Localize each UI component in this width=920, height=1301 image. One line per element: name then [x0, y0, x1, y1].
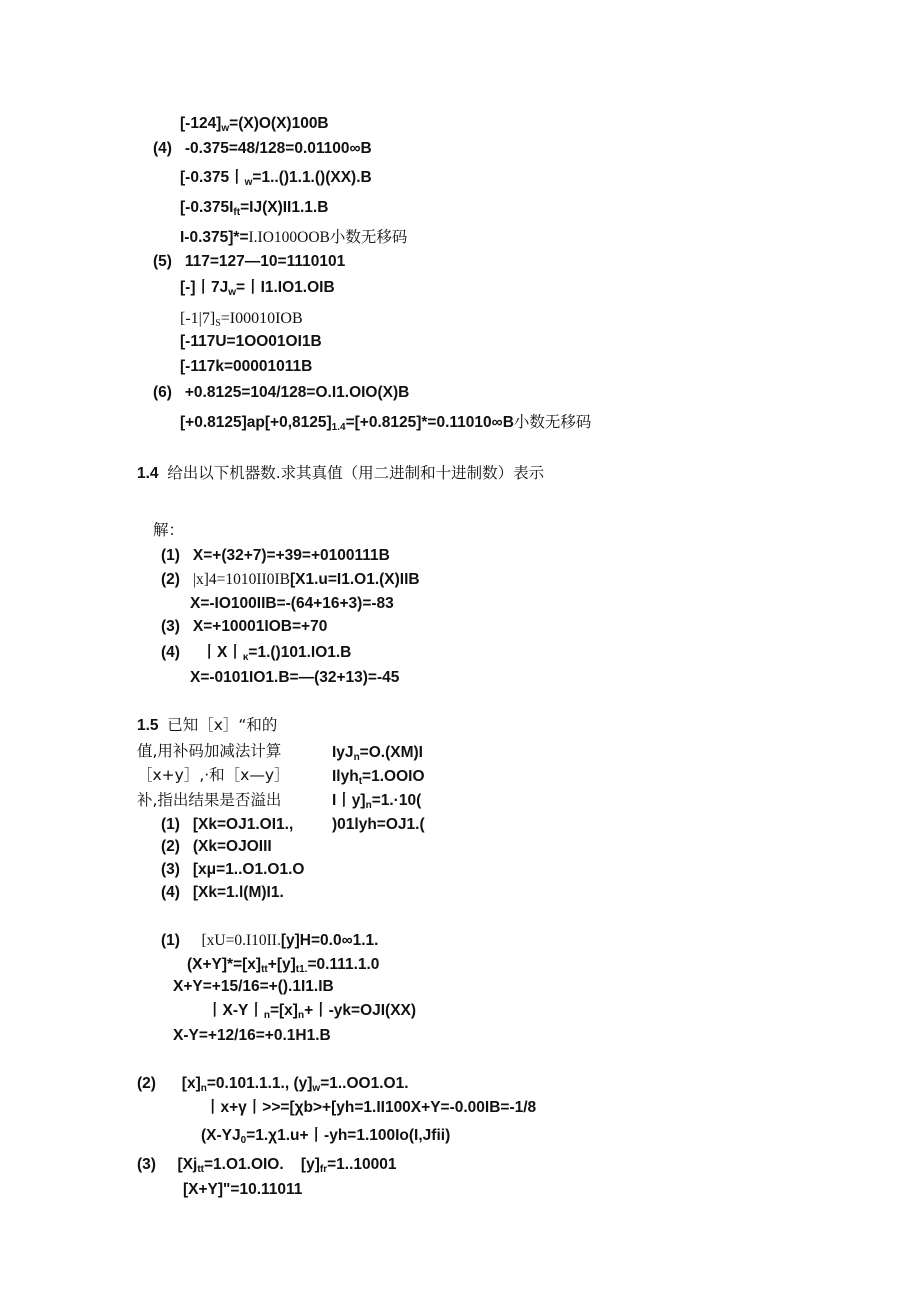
- expr: =0.111.1.0: [307, 956, 380, 973]
- subscript: w: [221, 123, 230, 134]
- subscript: w: [228, 287, 237, 298]
- expr: [X1.u=I1.O1.(X)IIB: [289, 571, 420, 588]
- solution-1c: [173, 977, 334, 997]
- expr: =1.OOIO: [362, 768, 425, 785]
- subscript: n: [297, 1010, 305, 1021]
- given-3: [161, 860, 304, 880]
- intro-line-2: [137, 741, 281, 761]
- expr: [-117k=00001011B: [180, 358, 313, 375]
- section-number: 1.4: [137, 465, 159, 482]
- subscript: ft: [233, 207, 241, 218]
- subscript: w: [244, 177, 253, 188]
- line-117-a: [180, 278, 335, 298]
- line-117-b: [180, 309, 303, 329]
- subscript: S: [215, 318, 221, 329]
- expr: =[x]: [269, 1002, 298, 1019]
- expr: 丨X-Y丨: [207, 1002, 264, 1019]
- expr: [-0.375I: [180, 199, 234, 216]
- solution-2: [137, 1074, 409, 1094]
- expr: [Xk=OJ1.OI1.,: [192, 816, 294, 833]
- expr: X=-0101IO1.B=—(32+13)=-45: [190, 669, 400, 686]
- expr: |x]4=1010II0IB: [192, 571, 290, 588]
- given-4: [161, 883, 284, 903]
- subscript: t1.: [295, 964, 308, 975]
- expr: [-1|7]: [180, 310, 216, 327]
- item-number: (3): [137, 1156, 156, 1173]
- subscript: κ: [242, 652, 249, 663]
- expr: =1..()1.1.()(XX).B: [252, 169, 372, 186]
- section-number: 1.5: [137, 717, 159, 734]
- line-124: [180, 114, 329, 134]
- label: 解：: [153, 521, 185, 539]
- solution-1b: [187, 955, 379, 975]
- expr: (Xk=OJOIII: [192, 838, 272, 855]
- expr: X-Y=+12/16=+0.1H1.B: [173, 1027, 331, 1044]
- subscript: 1.4: [331, 422, 346, 433]
- item-number: (3): [161, 861, 180, 878]
- item-number: (3): [161, 618, 180, 635]
- subscript: n: [353, 752, 360, 763]
- item-number: (2): [161, 838, 180, 855]
- intro-text: 值,用补码加减法计算: [137, 742, 282, 760]
- expr: X+Y=+15/16=+().1I1.IB: [173, 978, 334, 995]
- expr: [X+Y]"=10.11011: [183, 1181, 303, 1198]
- jie-label: [153, 520, 184, 540]
- item-number: (2): [161, 571, 180, 588]
- expr: +0.8125=104/128=O.I1.OIO(X)B: [184, 384, 410, 401]
- section-title: 给出以下机器数.求其真值（用二进制和十进制数）表示: [167, 464, 545, 482]
- expr: [xμ=1..O1.O1.O: [192, 861, 305, 878]
- right-col-2: [332, 767, 425, 787]
- item-number: (4): [161, 644, 180, 661]
- answer-4: [161, 643, 351, 663]
- expr: =1.·10(: [371, 792, 422, 809]
- expr: =1..10001: [327, 1156, 397, 1173]
- subscript: tt: [261, 964, 268, 975]
- expr: =0.101.1.1., (y]: [206, 1075, 313, 1092]
- subscript: t: [358, 776, 363, 787]
- expr: =1.O1.OIO.: [203, 1156, 284, 1173]
- expr: )01lyh=OJ1.(: [332, 816, 425, 833]
- item-number: (1): [161, 932, 180, 949]
- note: 小数无移码: [513, 413, 592, 431]
- item-number: (1): [161, 816, 180, 833]
- expr: [y]H=0.0∞1.1.: [280, 932, 379, 949]
- right-col-3: [332, 791, 421, 811]
- subscript: w: [312, 1083, 321, 1094]
- expr: 丨X丨: [201, 644, 243, 661]
- answer-4b: [190, 668, 399, 688]
- line-117-d: [180, 357, 312, 377]
- expr: [Xk=1.l(M)I1.: [192, 884, 284, 901]
- expr: (X+Y]*=[x]: [187, 956, 262, 973]
- expr: [xU=0.I10II.: [201, 932, 281, 949]
- line-0375-b: [180, 198, 328, 218]
- subscript: n: [200, 1083, 207, 1094]
- answer-1: [161, 546, 390, 566]
- expr: Ilyh: [332, 768, 359, 785]
- answer-2: [161, 570, 420, 590]
- intro-line-3: [137, 765, 290, 785]
- given-1: [161, 815, 293, 835]
- subscript: fr: [319, 1164, 328, 1175]
- answer-3: [161, 617, 327, 637]
- section-1-5-heading: [137, 715, 277, 736]
- intro-text: ［x+y］,·和［x—y］: [137, 766, 290, 784]
- expr: =(X)O(X)100B: [229, 115, 329, 132]
- expr: =1..OO1.O1.: [320, 1075, 409, 1092]
- expr: X=+(32+7)=+39=+0100111B: [192, 547, 390, 564]
- solution-3b: [183, 1180, 302, 1200]
- solution-1e: [173, 1026, 331, 1046]
- subscript: n: [365, 800, 372, 811]
- line-08125: [180, 412, 591, 433]
- item-number: (5): [153, 253, 172, 270]
- item-number: (6): [153, 384, 172, 401]
- answer-2b: [190, 594, 394, 614]
- expr: =IJ(X)II1.1.B: [240, 199, 329, 216]
- expr: X=-IO100IIB=-(64+16+3)=-83: [190, 595, 394, 612]
- expr: +[y]: [267, 956, 296, 973]
- line-5: [153, 252, 345, 272]
- line-117-c: [180, 332, 322, 352]
- subscript: n: [263, 1010, 270, 1021]
- item-number: (4): [161, 884, 180, 901]
- expr: I.IO100OOB: [248, 229, 330, 246]
- intro-line-4: [137, 790, 281, 810]
- expr: =[+0.8125]*=0.11010∞B: [345, 414, 514, 431]
- section-1-4-heading: [137, 463, 544, 484]
- line-4: [153, 139, 372, 159]
- expr: I-0.375]*=: [180, 229, 249, 246]
- expr: [+0.8125]ap[+0,8125]: [180, 414, 332, 431]
- expr: 丨x+γ丨>>=[χb>+[yh=1.II100X+Y=-0.00IB=-1/8: [205, 1099, 537, 1116]
- expr: IyJ: [332, 744, 354, 761]
- expr: (X-YJ: [201, 1127, 241, 1144]
- expr: =1.χ1.u+丨-yh=1.100Io(I,Jfii): [246, 1127, 451, 1144]
- expr: [y]: [300, 1156, 320, 1173]
- expr: [-117U=1OO01OI1B: [180, 333, 322, 350]
- subscript: 0: [240, 1135, 247, 1146]
- subscript: tt: [197, 1164, 204, 1175]
- solution-1d: [207, 1001, 416, 1021]
- expr: =I00010IOB: [220, 310, 303, 327]
- intro-text: 已知［x］“和的: [167, 716, 278, 734]
- expr: =O.(XM)I: [359, 744, 423, 761]
- intro-text: 补,指出结果是否溢出: [137, 791, 282, 809]
- given-2: [161, 837, 272, 857]
- expr: [Xj: [177, 1156, 198, 1173]
- note: 小数无移码: [329, 228, 408, 246]
- solution-1: [161, 931, 378, 951]
- expr: [-124]: [180, 115, 222, 132]
- expr: [x]: [181, 1075, 201, 1092]
- item-number: (4): [153, 140, 172, 157]
- solution-2c: [201, 1126, 450, 1146]
- item-number: (1): [161, 547, 180, 564]
- right-col-4: [332, 815, 425, 835]
- line-6: [153, 383, 409, 403]
- right-col-1: [332, 743, 423, 763]
- expr: -0.375=48/128=0.01100∞B: [184, 140, 372, 157]
- line-0375-c: [180, 227, 407, 248]
- expr: X=+10001IOB=+70: [192, 618, 328, 635]
- expr: I丨y]: [332, 792, 366, 809]
- expr: 117=127—10=1110101: [184, 253, 346, 270]
- item-number: (2): [137, 1075, 156, 1092]
- expr: =丨I1.IO1.OIB: [236, 279, 335, 296]
- solution-2b: [205, 1098, 536, 1118]
- expr: =1.()101.IO1.B: [248, 644, 352, 661]
- line-0375-a: [180, 168, 372, 188]
- solution-3: [137, 1155, 396, 1175]
- expr: +丨-yk=OJI(XX): [304, 1002, 417, 1019]
- expr: [-0.375丨: [180, 169, 245, 186]
- expr: [-]丨7J: [180, 279, 229, 296]
